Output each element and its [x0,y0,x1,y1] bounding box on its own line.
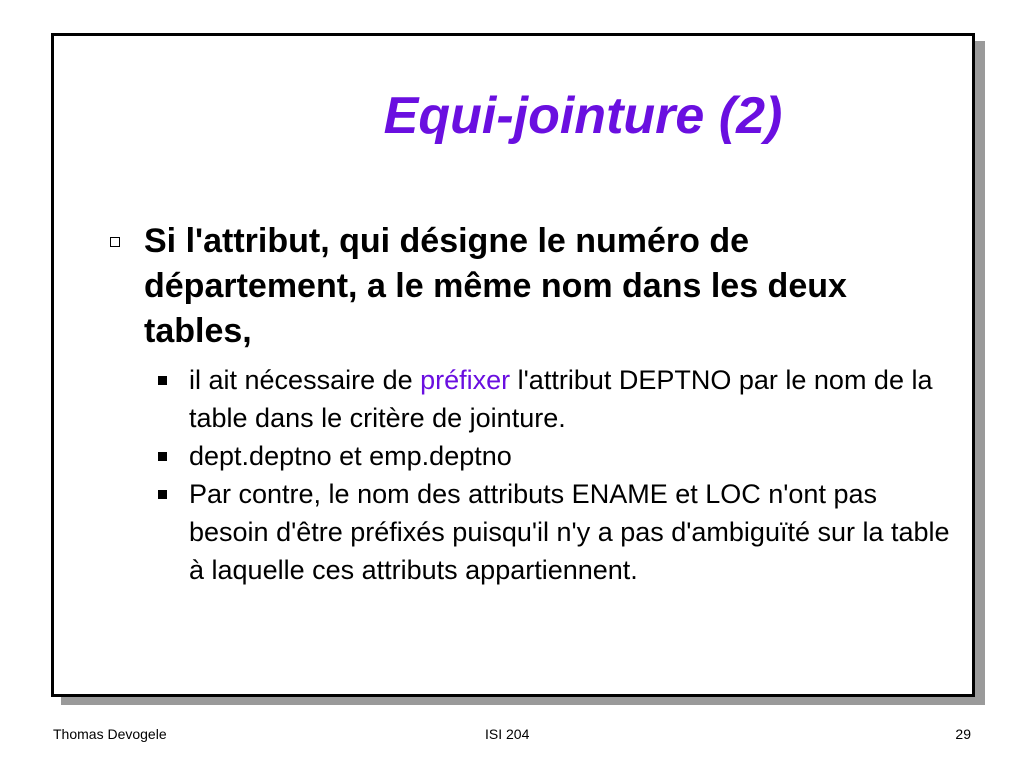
sub-bullet-1-after: l'attribut DEPTNO par le nom de la table dans le critère de jointure. [189,365,933,433]
sub-bullet-2-text: dept.deptno et emp.deptno [189,441,512,471]
footer-author: Thomas Devogele [53,726,167,742]
filled-square-bullet-icon [158,376,167,385]
filled-square-bullet-icon [158,490,167,499]
sub-bullet-3-text: Par contre, le nom des attributs ENAME et LOC n'ont pas besoin d'être préfixés puisqu'il n'y a pas d'ambiguïté sur la table à laquelle ces attributs appartiennent. [189,479,950,585]
main-bullet-text: Si l'attribut, qui désigne le numéro de département, a le même nom dans les deux tables, [144,222,847,350]
slide-title: Equi-jointure (2) [383,87,783,145]
sub-bullet-1-highlight: préfixer [420,365,511,395]
sub-bullet-list [189,361,959,589]
hollow-square-bullet-icon [110,237,120,247]
footer-page-number: 29 [955,726,971,742]
slide-frame [51,33,975,697]
sub-bullet-3 [189,475,959,589]
sub-bullet-1 [189,361,959,437]
sub-bullet-2 [189,437,959,475]
sub-bullet-1-before: il ait nécessaire de [189,365,421,395]
main-bullet [144,219,944,354]
footer-course: ISI 204 [485,726,530,742]
filled-square-bullet-icon [158,452,167,461]
